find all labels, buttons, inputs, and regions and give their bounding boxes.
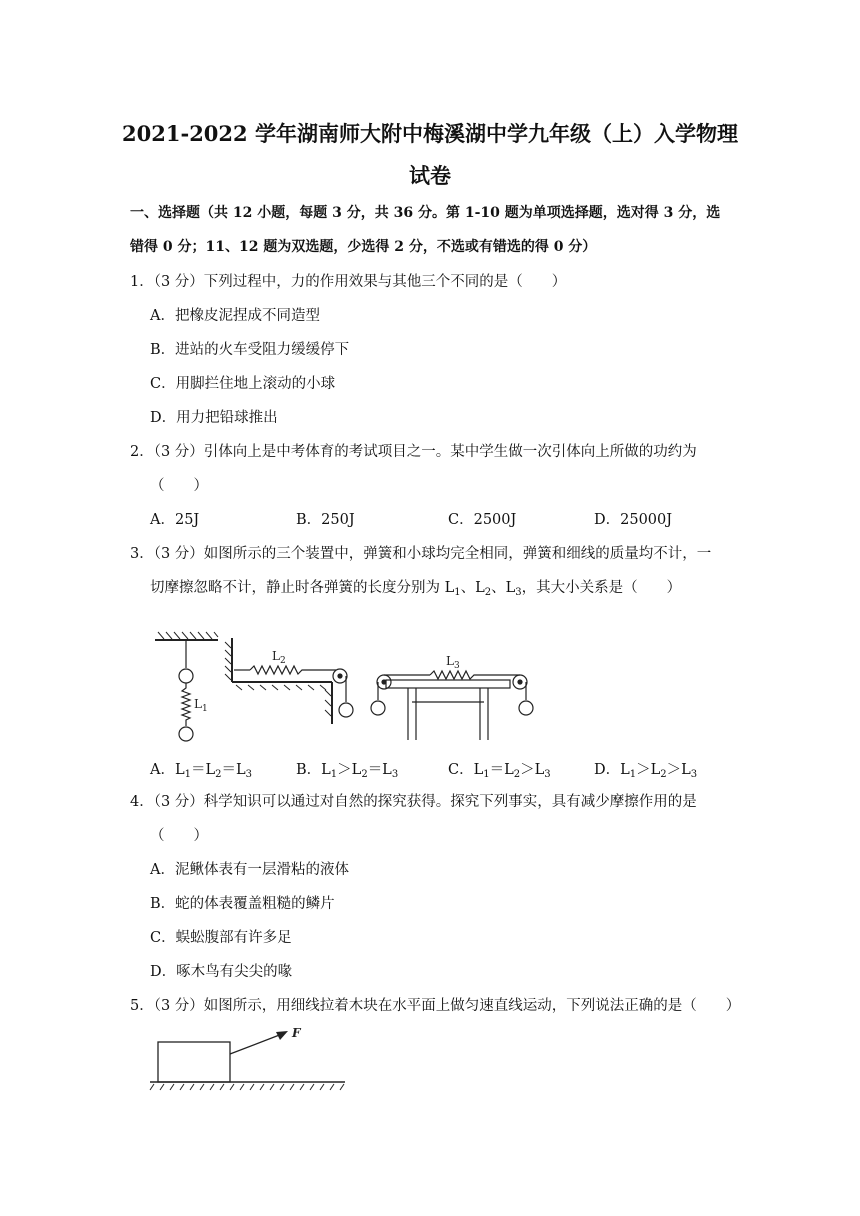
question-1-option-a: A．把橡皮泥捏成不同造型 [150, 308, 320, 324]
question-2-option-c: C．2500J [448, 512, 517, 528]
question-4-option-b: B．蛇的体表覆盖粗糙的鳞片 [150, 896, 335, 912]
question-1-stem: 1．（3 分）下列过程中，力的作用效果与其他三个不同的是（ ） [130, 274, 567, 290]
question-1-option-d: D．用力把铅球推出 [150, 410, 278, 426]
question-4-option-a: A．泥鳅体表有一层滑粘的液体 [150, 862, 349, 878]
exam-title-line2: 试卷 [409, 163, 451, 188]
question-4-stem-line2: （ ） [150, 828, 208, 844]
question-4-option-d: D．啄木鸟有尖尖的喙 [150, 964, 293, 980]
setup-3-table [371, 671, 533, 740]
question-2-option-a: A．25J [150, 512, 200, 528]
question-5-stem: 5．（3 分）如图所示，用细线拉着木块在水平面上做匀速直线运动，下列说法正确的是（ ） [130, 998, 741, 1014]
question-2-option-d: D．25000J [594, 512, 673, 528]
setup-2-pulley [225, 638, 353, 724]
question-3-stem-line1: 3．（3 分）如图所示的三个装置中，弹簧和小球均完全相同，弹簧和细线的质量均不计，一 [130, 546, 712, 562]
question-3-option-a: A．$L_1=L_2=L_3$ [150, 762, 253, 780]
spring-setup-figure [150, 630, 540, 750]
question-2-stem-line2: （ ） [150, 478, 208, 494]
section-heading-line1: 一、选择题（共 12 小题，每题 3 分，共 36 分。第 1-10 题为单项选择题，选对得 3 分，选 [130, 205, 721, 221]
question-3-option-c: C．$L_1=L_2>L_3$ [448, 762, 551, 780]
question-1-option-b: B．进站的火车受阻力缓缓停下 [150, 342, 350, 358]
label-l2: $L_2$ [272, 649, 286, 666]
question-4-stem-line1: 4．（3 分）科学知识可以通过对自然的探究获得。探究下列事实，具有减少摩擦作用的是 [130, 794, 697, 810]
question-3-option-b: B．$L_1>L_2=L_3$ [296, 762, 399, 780]
setup-1-hanging [155, 632, 218, 741]
question-3-option-d: D．$L_1>L_2>L_3$ [594, 762, 698, 780]
question-3-stem-line2: 切摩擦忽略不计，静止时各弹簧的长度分别为 $L_1$、$L_2$、$L_3$，其大小关系是（ ） [150, 580, 682, 598]
question-2-stem-line1: 2．（3 分）引体向上是中考体育的考试项目之一。某中学生做一次引体向上所做的功约为 [130, 444, 697, 460]
label-force-f: F [292, 1026, 301, 1040]
exam-title-line1: 2021-2022 学年湖南师大附中梅溪湖中学九年级（上）入学物理 [122, 121, 738, 146]
section-heading-line2: 错得 0 分；11、12 题为双选题，少选得 2 分，不选或有错选的得 0 分） [130, 239, 597, 255]
question-2-option-b: B．250J [296, 512, 355, 528]
label-l3: $L_3$ [446, 654, 460, 671]
question-1-option-c: C．用脚拦住地上滚动的小球 [150, 376, 336, 392]
question-4-option-c: C．蜈蚣腹部有许多足 [150, 930, 292, 946]
label-l1: $L_1$ [194, 697, 208, 714]
block-pull-figure [150, 1022, 350, 1097]
